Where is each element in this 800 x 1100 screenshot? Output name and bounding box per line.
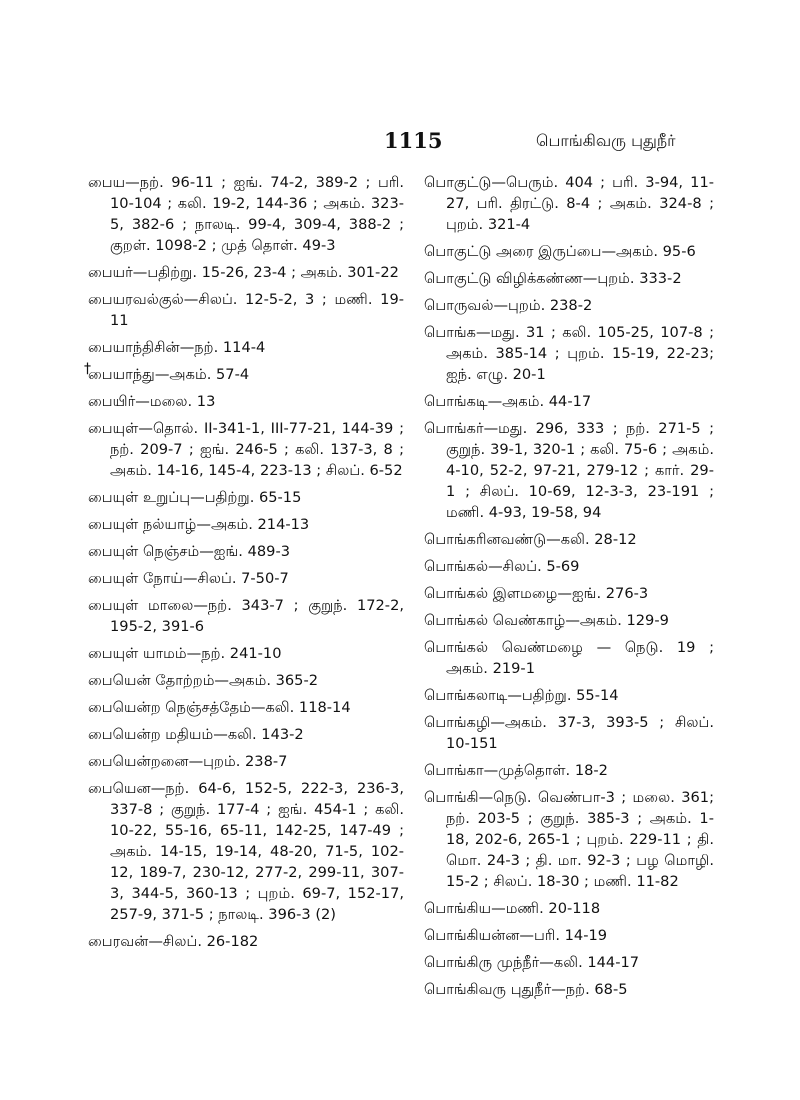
- index-entry: பொகுட்டு—பெரும். 404 ; பரி. 3-94, 11-27, பரி. திரட்டு. 8-4 ; அகம். 324-8 ; புறம். 321-4: [424, 174, 714, 233]
- index-entry: பையுள் நல்யாழ்—அகம். 214-13: [88, 516, 310, 533]
- index-entry: பொங்கிய—மணி. 20-118: [424, 900, 601, 917]
- index-entry: பொகுட்டு அரை இருப்பை—அகம். 95-6: [424, 243, 696, 260]
- index-entry: பொங்கலாடி—பதிற்று. 55-14: [424, 687, 619, 704]
- index-entry: பையுள் மாலை—நற். 343-7 ; குறுந். 172-2, 195-2, 391-6: [88, 597, 404, 635]
- index-entry: பையுள் நோய்—சிலப். 7-50-7: [88, 570, 289, 587]
- index-entry: பொங்கல் வெண்மழை — நெடு. 19 ; அகம். 219-1: [424, 639, 714, 677]
- index-entry: பொங்கல் வெண்காழ்—அகம். 129-9: [424, 612, 669, 629]
- index-entry: பொருவல்—புறம். 238-2: [424, 297, 593, 314]
- index-entry: பொங்கர்—மது. 296, 333 ; நற். 271-5 ; குறுந். 39-1, 320-1 ; கலி. 75-6 ; அகம். 4-10, 52-2, 97-21, 279-12 ; கார். 29-1 ; சிலப். 10-69, 12-3-3, 23-191 ; மணி. 4-93, 19-58, 94: [424, 420, 714, 521]
- index-entry: பையென்ற மதியம்—கலி. 143-2: [88, 726, 304, 743]
- index-entry: பொங்கடி—அகம். 44-17: [424, 393, 592, 410]
- index-entry: பையுள் நெஞ்சம்—ஐங். 489-3: [88, 543, 290, 560]
- page-number: 1115: [384, 128, 443, 153]
- index-entry: பையாந்து—அகம். 57-4: [88, 366, 250, 383]
- index-entry: பைய—நற். 96-11 ; ஐங். 74-2, 389-2 ; பரி. 10-104 ; கலி. 19-2, 144-36 ; அகம். 323-5, 382-6 ; நாலடி. 99-4, 309-4, 388-2 ; குறள். 1098-2 ; முத் தொள். 49-3: [88, 174, 404, 254]
- index-entry: பொங்கிரு முந்நீர்—கலி. 144-17: [424, 954, 640, 971]
- index-entry: பொங்கியன்ன—பரி. 14-19: [424, 927, 608, 944]
- index-entry: பையுள்—தொல். II-341-1, III-77-21, 144-39 ; நற். 209-7 ; ஐங். 246-5 ; கலி. 137-3, 8 ; அகம். 14-16, 145-4, 223-13 ; சிலப். 6-52: [88, 420, 404, 479]
- index-entry: பையென்றனை—புறம். 238-7: [88, 753, 288, 770]
- index-entry: பையுள் உறுப்பு—பதிற்று. 65-15: [88, 489, 302, 506]
- index-entry: பொங்க—மது. 31 ; கலி. 105-25, 107-8 ; அகம். 385-14 ; புறம். 15-19, 22-23; ஐந். எழு. 20-1: [424, 324, 714, 383]
- index-entry: பையரவல்குல்—சிலப். 12-5-2, 3 ; மணி. 19-11: [88, 291, 404, 329]
- index-entry: பொங்கரினவண்டு—கலி. 28-12: [424, 531, 637, 548]
- index-entry: பையென—நற். 64-6, 152-5, 222-3, 236-3, 337-8 ; குறுந். 177-4 ; ஐங். 454-1 ; கலி. 10-22, 55-16, 65-11, 142-25, 147-49 ; அகம். 14-15, 19-14, 48-20, 71-5, 102-12, 189-7, 230-12, 277-2, 299-11, 307-3, 344-5, 360-13 ; புறம். 69-7, 152-17, 257-9, 371-5 ; நாலடி. 396-3 (2): [88, 780, 404, 923]
- index-entry: பையென்ற நெஞ்சத்தேம்—கலி. 118-14: [88, 699, 351, 716]
- index-entry: பையென் தோற்றம்—அகம். 365-2: [88, 672, 319, 689]
- index-entry: பொங்கல்—சிலப். 5-69: [424, 558, 580, 575]
- index-entry: பையிர்—மலை. 13: [88, 393, 216, 410]
- index-entry: பொங்கா—முத்தொள். 18-2: [424, 762, 608, 779]
- index-entry: பொகுட்டு விழிக்கண்ண—புறம். 333-2: [424, 270, 682, 287]
- index-entry: பொங்கி—நெடு. வெண்பா-3 ; மலை. 361; நற். 203-5 ; குறுந். 385-3 ; அகம். 1-18, 202-6, 265-1 ; புறம். 229-11 ; தி. மொ. 24-3 ; தி. மா. 92-3 ; பழ மொழி. 15-2 ; சிலப். 18-30 ; மணி. 11-82: [424, 789, 714, 890]
- index-entry: பையுள் யாமம்—நற். 241-10: [88, 645, 282, 662]
- index-entry: பையாந்திசின்—நற். 114-4: [88, 339, 266, 356]
- left-column: [88, 172, 404, 958]
- margin-mark: †: [84, 361, 91, 377]
- index-entry: பைரவன்—சிலப். 26-182: [88, 933, 259, 950]
- running-head: பொங்கிவரு புதுநீர்: [536, 131, 676, 150]
- right-column: [424, 172, 714, 1006]
- index-entry: பொங்கழி—அகம். 37-3, 393-5 ; சிலப். 10-151: [424, 714, 714, 752]
- index-entry: பொங்கல் இளமழை—ஐங். 276-3: [424, 585, 649, 602]
- index-entry: பொங்கிவரு புதுநீர்—நற். 68-5: [424, 981, 628, 998]
- index-entry: பையர்—பதிற்று. 15-26, 23-4 ; அகம். 301-22: [88, 264, 399, 281]
